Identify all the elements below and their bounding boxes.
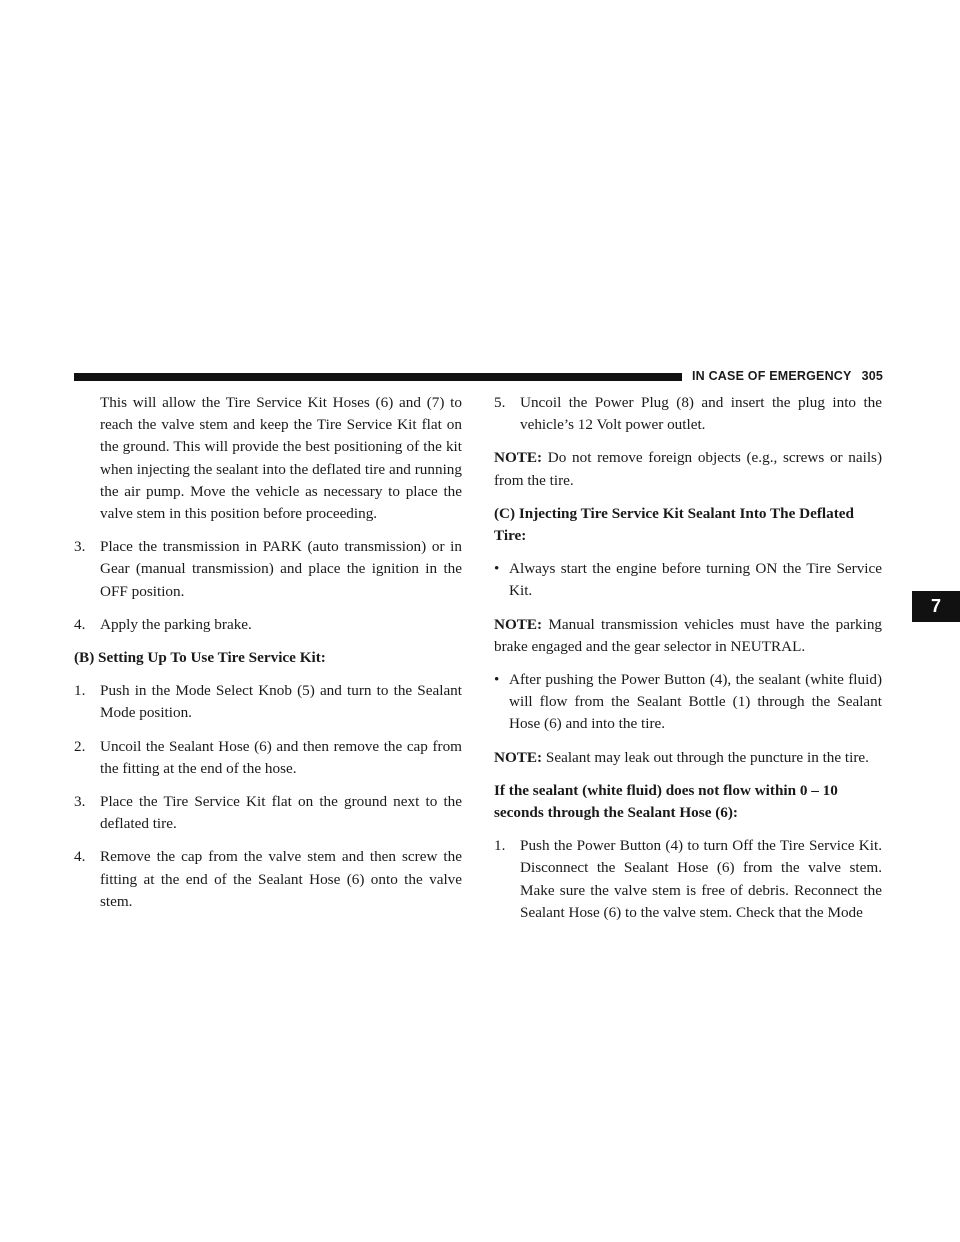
- note-paragraph: [494, 747, 882, 769]
- step-number: 4.: [74, 615, 86, 633]
- bullet-mark: •: [494, 560, 500, 578]
- note-label: NOTE:: [494, 449, 543, 467]
- right-column: [494, 392, 882, 935]
- note-text: Do not remove foreign objects (e.g., screws or nails) from the tire.: [494, 449, 883, 489]
- step-text: Place the Tire Service Kit flat on the ground next to the deflated tire.: [100, 793, 462, 833]
- section-heading-c: (C) Injecting Tire Service Kit Sealant Into The Deflated Tire:: [494, 504, 854, 545]
- step-text: Uncoil the Sealant Hose (6) and then remove the cap from the fitting at the end of the hose.: [100, 737, 462, 777]
- step-number: 1.: [494, 837, 506, 855]
- bullet-item: [494, 669, 882, 736]
- section-title: IN CASE OF EMERGENCY: [692, 369, 852, 383]
- step-text: Push in the Mode Select Knob (5) and turn to the Sealant Mode position.: [100, 682, 462, 722]
- step-item: [74, 536, 462, 603]
- bullet-mark: •: [494, 671, 500, 689]
- bullet-text: After pushing the Power Button (4), the sealant (white fluid) will flow from the Sealant Bottle (1) through the Sealant Hose (6) and into the tire.: [509, 671, 882, 733]
- step-item: [74, 791, 462, 835]
- bullet-item: [494, 558, 882, 602]
- step-item: [74, 846, 462, 913]
- note-text: Sealant may leak out through the puncture in the tire.: [545, 748, 869, 766]
- step-item: [74, 614, 462, 636]
- chapter-tab: 7: [912, 591, 960, 622]
- section-heading-b: (B) Setting Up To Use Tire Service Kit:: [74, 649, 326, 667]
- step-item: [494, 835, 882, 924]
- step-number: 2.: [74, 737, 86, 755]
- header-rule: [74, 373, 682, 381]
- left-column: [74, 392, 462, 924]
- step-number: 1.: [74, 682, 86, 700]
- step-number: 3.: [74, 793, 86, 811]
- step-text: Remove the cap from the valve stem and then screw the fitting at the end of the Sealant Hose (6) onto the valve stem.: [100, 848, 462, 910]
- running-header: [692, 366, 882, 386]
- step-text: Apply the parking brake.: [100, 615, 252, 633]
- note-paragraph: [494, 614, 882, 658]
- note-paragraph: [494, 447, 882, 491]
- note-label: NOTE:: [494, 748, 543, 766]
- note-text: Manual transmission vehicles must have the parking brake engaged and the gear selector in NEUTRAL.: [494, 615, 883, 655]
- flow-heading: If the sealant (white fluid) does not flow within 0 – 10 seconds through the Sealant Hose (6):: [494, 781, 838, 822]
- step-number: 5.: [494, 394, 506, 411]
- page-number: 305: [861, 369, 884, 383]
- step-text: Push the Power Button (4) to turn Off the Tire Service Kit. Disconnect the Sealant Hose (6) from the valve stem. Make sure the valve stem is free of debris. Reconnect the Sealant Hose (6) to the valve stem. Check that the Mode: [520, 837, 882, 921]
- step-item: [74, 680, 462, 724]
- note-label: NOTE:: [494, 615, 543, 633]
- step-item: [74, 736, 462, 780]
- step-item: [494, 392, 882, 436]
- step-number: 4.: [74, 848, 86, 866]
- step-text: Place the transmission in PARK (auto transmission) or in Gear (manual transmission) and place the ignition in the OFF position.: [100, 538, 462, 600]
- step-text: Uncoil the Power Plug (8) and insert the plug into the vehicle’s 12 Volt power outlet.: [520, 394, 882, 434]
- bullet-text: Always start the engine before turning ON the Tire Service Kit.: [509, 560, 882, 600]
- step-number: 3.: [74, 538, 86, 556]
- continuation-paragraph: This will allow the Tire Service Kit Hoses (6) and (7) to reach the valve stem and keep the Tire Service Kit flat on the ground. This will provide the best positioning of the kit when injecting the sealant into the deflated tire and running the air pump. Move the vehicle as necessary to place the valve stem in this position before proceeding.: [100, 394, 462, 523]
